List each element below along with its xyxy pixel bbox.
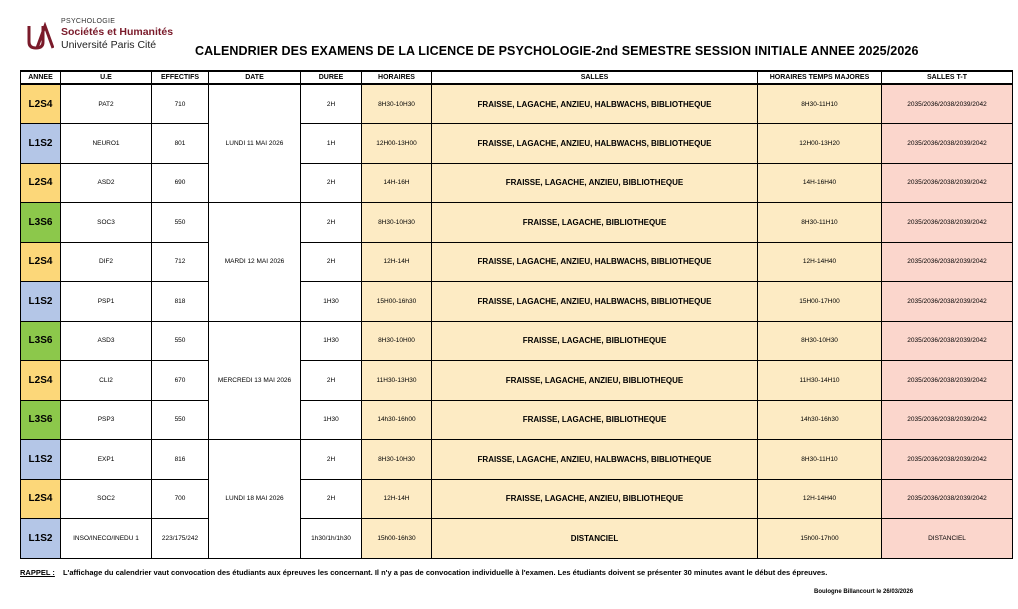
header-salles-tt: SALLES T-T bbox=[882, 71, 1013, 84]
cell-horaires: 12H-14H bbox=[362, 242, 432, 282]
cell-ue: INSO/INECO/INEDU 1 bbox=[61, 519, 152, 559]
cell-duree: 2H bbox=[301, 479, 362, 519]
cell-salles: DISTANCIEL bbox=[432, 519, 758, 559]
table-row bbox=[21, 282, 1013, 322]
table-row bbox=[21, 163, 1013, 203]
cell-ue: EXP1 bbox=[61, 440, 152, 480]
cell-horaires: 8H30-10H00 bbox=[362, 321, 432, 361]
cell-annee: L1S2 bbox=[21, 519, 61, 559]
cell-horaires-temps-majores: 12H-14H40 bbox=[758, 479, 882, 519]
cell-effectifs: 801 bbox=[152, 124, 209, 164]
header-duree: DUREE bbox=[301, 71, 362, 84]
cell-horaires-temps-majores: 8H30-11H10 bbox=[758, 440, 882, 480]
cell-ue: CLI2 bbox=[61, 361, 152, 401]
cell-duree: 2H bbox=[301, 84, 362, 124]
cell-annee: L2S4 bbox=[21, 84, 61, 124]
cell-effectifs: 550 bbox=[152, 400, 209, 440]
cell-annee: L2S4 bbox=[21, 163, 61, 203]
cell-horaires: 11H30-13H30 bbox=[362, 361, 432, 401]
cell-horaires: 15h00-16h30 bbox=[362, 519, 432, 559]
cell-effectifs: 712 bbox=[152, 242, 209, 282]
cell-salles: FRAISSE, LAGACHE, ANZIEU, HALBWACHS, BIBLIOTHEQUE bbox=[432, 124, 758, 164]
rappel-label: RAPPEL : bbox=[20, 568, 55, 577]
cell-effectifs: 818 bbox=[152, 282, 209, 322]
table-row bbox=[21, 479, 1013, 519]
cell-ue: PSP1 bbox=[61, 282, 152, 322]
cell-effectifs: 700 bbox=[152, 479, 209, 519]
header-salles: SALLES bbox=[432, 71, 758, 84]
table-row bbox=[21, 519, 1013, 559]
logo-line-faculty: Sociétés et Humanités bbox=[61, 26, 174, 38]
cell-effectifs: 223/175/242 bbox=[152, 519, 209, 559]
cell-horaires: 14h30-16h00 bbox=[362, 400, 432, 440]
logo-line-university: Université Paris Cité bbox=[61, 39, 157, 51]
cell-duree: 2H bbox=[301, 440, 362, 480]
cell-salles-tt: 2035/2036/2038/2039/2042 bbox=[882, 321, 1013, 361]
logo-line-psychologie: PSYCHOLOGIE bbox=[61, 18, 116, 25]
header-ue: U.E bbox=[61, 71, 152, 84]
cell-salles: FRAISSE, LAGACHE, ANZIEU, HALBWACHS, BIBLIOTHEQUE bbox=[432, 282, 758, 322]
cell-salles-tt: 2035/2036/2038/2039/2042 bbox=[882, 84, 1013, 124]
cell-salles-tt: 2035/2036/2038/2039/2042 bbox=[882, 361, 1013, 401]
cell-salles-tt: 2035/2036/2038/2039/2042 bbox=[882, 124, 1013, 164]
table-row bbox=[21, 203, 1013, 243]
cell-salles: FRAISSE, LAGACHE, BIBLIOTHEQUE bbox=[432, 203, 758, 243]
cell-duree: 2H bbox=[301, 163, 362, 203]
cell-salles-tt: 2035/2036/2038/2039/2042 bbox=[882, 203, 1013, 243]
cell-horaires-temps-majores: 8H30-11H10 bbox=[758, 203, 882, 243]
cell-salles: FRAISSE, LAGACHE, ANZIEU, HALBWACHS, BIBLIOTHEQUE bbox=[432, 242, 758, 282]
cell-ue: PSP3 bbox=[61, 400, 152, 440]
cell-salles-tt: 2035/2036/2038/2039/2042 bbox=[882, 479, 1013, 519]
cell-ue: DIF2 bbox=[61, 242, 152, 282]
page-title: CALENDRIER DES EXAMENS DE LA LICENCE DE PSYCHOLOGIE-2nd SEMESTRE SESSION INITIALE ANNEE 2025/2026 bbox=[195, 44, 919, 58]
table-row bbox=[21, 400, 1013, 440]
cell-salles: FRAISSE, LAGACHE, BIBLIOTHEQUE bbox=[432, 321, 758, 361]
cell-horaires: 14H-16H bbox=[362, 163, 432, 203]
header-horaires: HORAIRES bbox=[362, 71, 432, 84]
cell-horaires-temps-majores: 15h00-17h00 bbox=[758, 519, 882, 559]
cell-annee: L3S6 bbox=[21, 400, 61, 440]
cell-horaires: 8H30-10H30 bbox=[362, 440, 432, 480]
cell-effectifs: 816 bbox=[152, 440, 209, 480]
cell-date: LUNDI 11 MAI 2026 bbox=[209, 84, 301, 203]
place-date: Boulogne Billancourt le 26/03/2026 bbox=[814, 589, 914, 595]
cell-duree: 1h30/1h/1h30 bbox=[301, 519, 362, 559]
header-annee: ANNEE bbox=[21, 71, 61, 84]
cell-salles: FRAISSE, LAGACHE, ANZIEU, HALBWACHS, BIBLIOTHEQUE bbox=[432, 440, 758, 480]
cell-salles: FRAISSE, LAGACHE, ANZIEU, BIBLIOTHEQUE bbox=[432, 361, 758, 401]
cell-annee: L1S2 bbox=[21, 282, 61, 322]
cell-annee: L1S2 bbox=[21, 440, 61, 480]
cell-annee: L3S6 bbox=[21, 203, 61, 243]
cell-horaires-temps-majores: 14h30-16h30 bbox=[758, 400, 882, 440]
cell-salles-tt: 2035/2036/2038/2039/2042 bbox=[882, 163, 1013, 203]
cell-horaires: 15H00-16h30 bbox=[362, 282, 432, 322]
cell-salles-tt: 2035/2036/2038/2039/2042 bbox=[882, 242, 1013, 282]
table-row bbox=[21, 321, 1013, 361]
cell-salles: FRAISSE, LAGACHE, ANZIEU, BIBLIOTHEQUE bbox=[432, 479, 758, 519]
cell-horaires-temps-majores: 12H-14H40 bbox=[758, 242, 882, 282]
cell-salles: FRAISSE, LAGACHE, ANZIEU, BIBLIOTHEQUE bbox=[432, 163, 758, 203]
cell-ue: ASD3 bbox=[61, 321, 152, 361]
cell-annee: L3S6 bbox=[21, 321, 61, 361]
cell-date: MARDI 12 MAI 2026 bbox=[209, 203, 301, 322]
logo-mark-icon bbox=[26, 22, 54, 50]
cell-ue: SOC3 bbox=[61, 203, 152, 243]
cell-horaires-temps-majores: 12H00-13H20 bbox=[758, 124, 882, 164]
cell-date: MERCREDI 13 MAI 2026 bbox=[209, 321, 301, 440]
cell-horaires: 8H30-10H30 bbox=[362, 84, 432, 124]
cell-duree: 2H bbox=[301, 203, 362, 243]
table-header-row bbox=[21, 71, 1013, 84]
cell-date: LUNDI 18 MAI 2026 bbox=[209, 440, 301, 559]
cell-salles-tt: 2035/2036/2038/2039/2042 bbox=[882, 282, 1013, 322]
cell-effectifs: 690 bbox=[152, 163, 209, 203]
table-row bbox=[21, 84, 1013, 124]
cell-horaires: 12H-14H bbox=[362, 479, 432, 519]
cell-effectifs: 550 bbox=[152, 203, 209, 243]
cell-ue: SOC2 bbox=[61, 479, 152, 519]
cell-duree: 2H bbox=[301, 361, 362, 401]
cell-horaires: 12H00-13H00 bbox=[362, 124, 432, 164]
table-row bbox=[21, 440, 1013, 480]
table-body bbox=[21, 84, 1013, 558]
cell-horaires-temps-majores: 14H-16H40 bbox=[758, 163, 882, 203]
cell-salles: FRAISSE, LAGACHE, ANZIEU, HALBWACHS, BIBLIOTHEQUE bbox=[432, 84, 758, 124]
cell-ue: NEURO1 bbox=[61, 124, 152, 164]
university-logo bbox=[26, 18, 196, 58]
header-horaires-temps-majores: HORAIRES TEMPS MAJORES bbox=[758, 71, 882, 84]
cell-annee: L2S4 bbox=[21, 479, 61, 519]
cell-horaires-temps-majores: 11H30-14H10 bbox=[758, 361, 882, 401]
cell-duree: 1H30 bbox=[301, 282, 362, 322]
cell-effectifs: 550 bbox=[152, 321, 209, 361]
cell-ue: ASD2 bbox=[61, 163, 152, 203]
cell-effectifs: 670 bbox=[152, 361, 209, 401]
cell-horaires: 8H30-10H30 bbox=[362, 203, 432, 243]
header-effectifs: EFFECTIFS bbox=[152, 71, 209, 84]
cell-effectifs: 710 bbox=[152, 84, 209, 124]
cell-horaires-temps-majores: 15H00-17H00 bbox=[758, 282, 882, 322]
rappel-note bbox=[20, 568, 827, 577]
cell-horaires-temps-majores: 8H30-11H10 bbox=[758, 84, 882, 124]
cell-ue: PAT2 bbox=[61, 84, 152, 124]
cell-duree: 1H bbox=[301, 124, 362, 164]
cell-annee: L1S2 bbox=[21, 124, 61, 164]
header-date: DATE bbox=[209, 71, 301, 84]
cell-salles-tt: 2035/2036/2038/2039/2042 bbox=[882, 400, 1013, 440]
cell-salles-tt: DISTANCIEL bbox=[882, 519, 1013, 559]
cell-annee: L2S4 bbox=[21, 361, 61, 401]
cell-horaires-temps-majores: 8H30-10H30 bbox=[758, 321, 882, 361]
table-row bbox=[21, 124, 1013, 164]
cell-duree: 1H30 bbox=[301, 400, 362, 440]
cell-salles: FRAISSE, LAGACHE, BIBLIOTHEQUE bbox=[432, 400, 758, 440]
table-row bbox=[21, 361, 1013, 401]
exam-calendar-table bbox=[20, 70, 1013, 559]
cell-duree: 2H bbox=[301, 242, 362, 282]
rappel-text: L'affichage du calendrier vaut convocation des étudiants aux épreuves les concernant. Il n'y a pas de convocation individuelle à l'examen. Les étudiants doivent se présenter 30 minutes avant le début des épreuves. bbox=[62, 568, 828, 577]
cell-duree: 1H30 bbox=[301, 321, 362, 361]
cell-salles-tt: 2035/2036/2038/2039/2042 bbox=[882, 440, 1013, 480]
table-row bbox=[21, 242, 1013, 282]
cell-annee: L2S4 bbox=[21, 242, 61, 282]
